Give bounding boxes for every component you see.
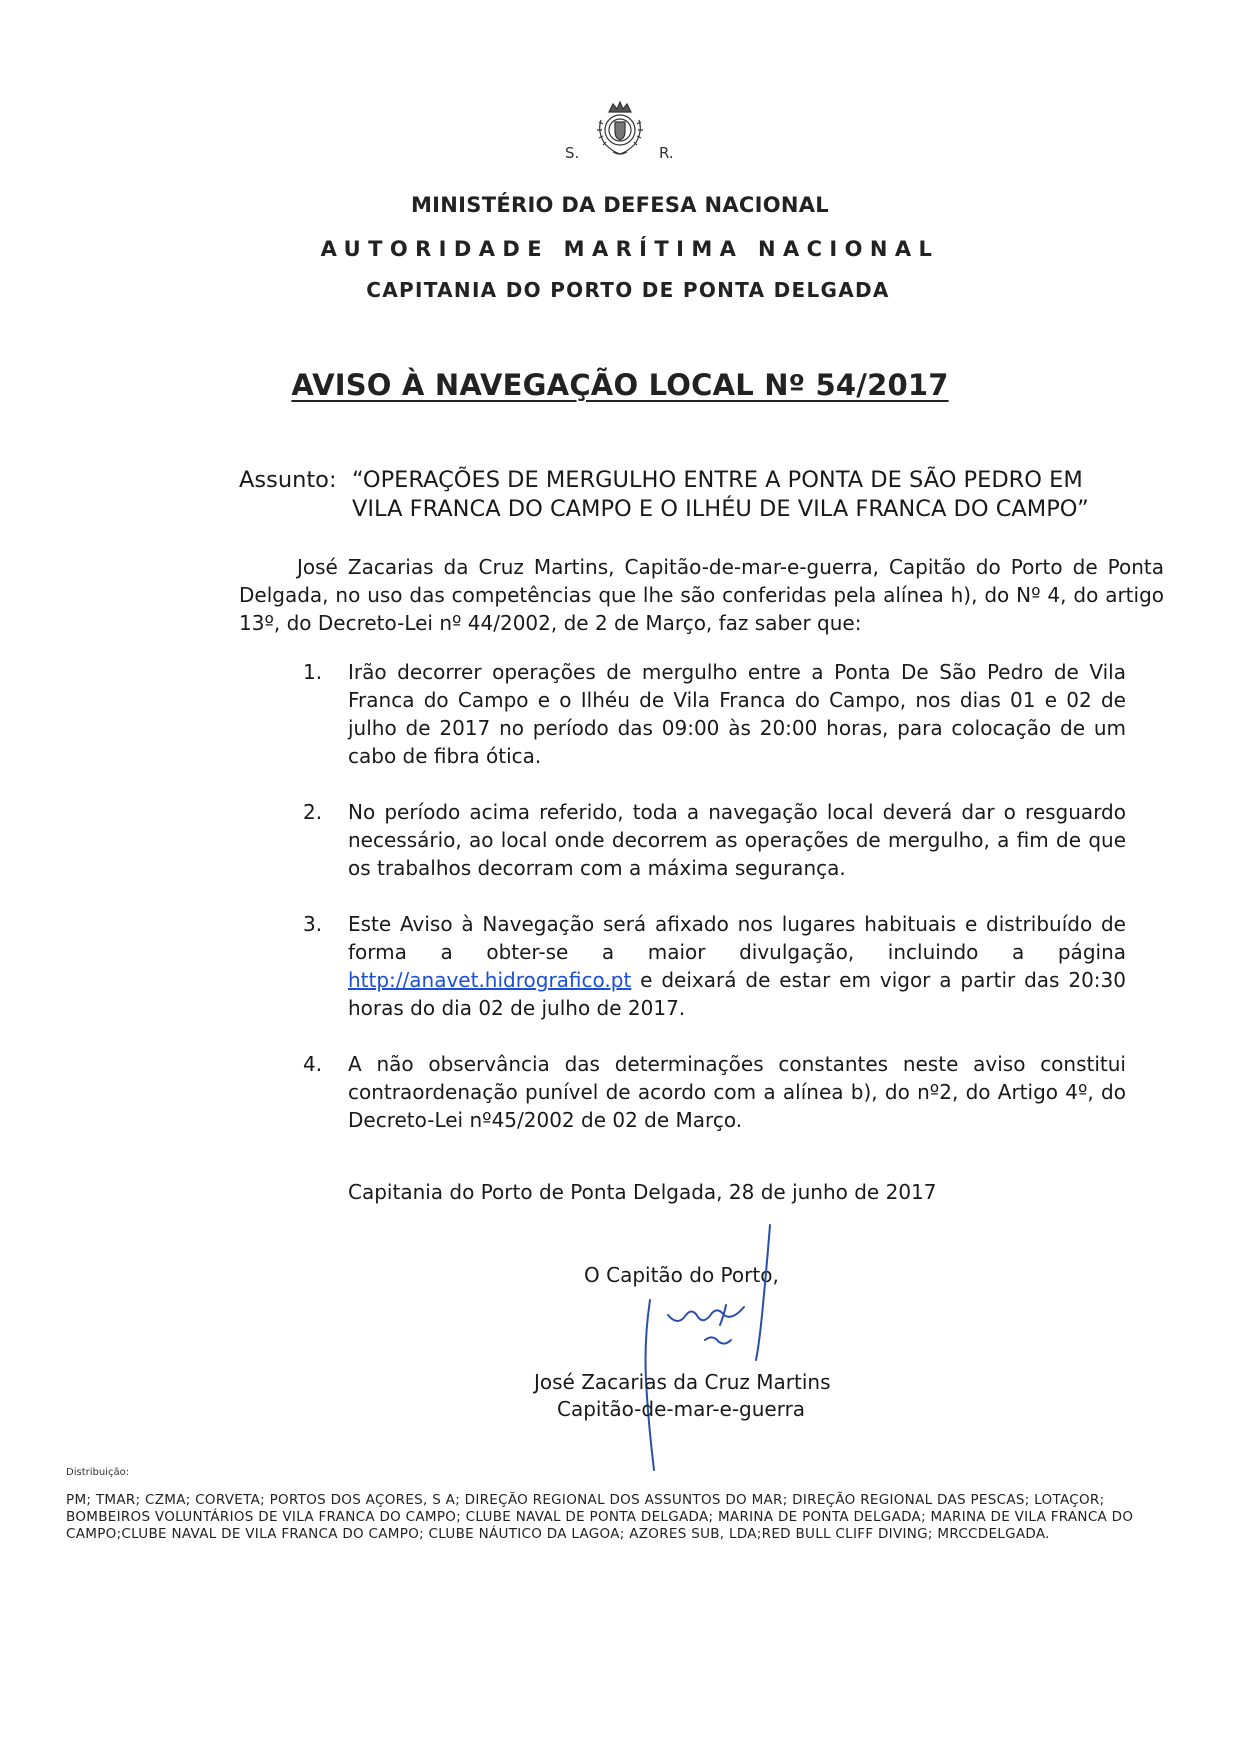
list-item xyxy=(303,910,1126,1022)
subject-label: Assunto: xyxy=(239,467,337,493)
signatory-name: José Zacarias da Cruz Martins xyxy=(534,1370,831,1394)
distribution-list: PM; TMAR; CZMA; CORVETA; PORTOS DOS AÇORES, S A; DIREÇÃO REGIONAL DOS ASSUNTOS DO MAR; DIREÇÃO REGIONAL DAS PESCAS; LOTAÇOR; BOMBEIROS VOLUNTÁRIOS DE VILA FRANCA DO CAMPO; CLUBE NAVAL DE PONTA DELGADA; MARINA DE PONTA DELGADA; MARINA DE VILA FRANCA DO CAMPO;CLUBE NAVAL DE VILA FRANCA DO CAMPO; CLUBE NÁUTICO DA LAGOA; AZORES SUB, LDA;RED BULL CLIFF DIVING; MRCCDELGADA. xyxy=(66,1492,1134,1542)
intro-paragraph xyxy=(239,553,1164,637)
list-item-text: A não observância das determinações constantes neste aviso constitui contraordenação punível de acordo com a alínea b), do nº2, do Artigo 4º, do Decreto-Lei nº45/2002 de 02 de Março. xyxy=(348,1052,1126,1132)
ministry-heading: MINISTÉRIO DA DEFESA NACIONAL xyxy=(410,193,829,217)
subject-line-2: VILA FRANCA DO CAMPO E O ILHÉU DE VILA FRANCA DO CAMPO” xyxy=(352,496,1089,522)
crest-right-letter: R. xyxy=(659,144,674,162)
handwritten-signature xyxy=(610,1220,790,1480)
closing-line: O Capitão do Porto, xyxy=(584,1263,779,1287)
list-item-number: 1. xyxy=(303,660,323,684)
intro-text: José Zacarias da Cruz Martins, Capitão-de-mar-e-guerra, Capitão do Porto de Ponta Delgada, no uso das competências que lhe são conferidas pela alínea h), do Nº 4, do artigo 13º, do Decreto-Lei nº 44/2002, de 2 de Março, faz saber que: xyxy=(239,555,1164,635)
list-item-text-before: Este Aviso à Navegação será afixado nos lugares habituais e distribuído de forma a obter-se a maior divulgação, incluindo a página xyxy=(348,912,1126,964)
list-item-number: 4. xyxy=(303,1052,323,1076)
list-item xyxy=(303,1050,1126,1134)
crest-left-letter: S. xyxy=(565,144,580,162)
distribution-label: Distribuição: xyxy=(66,1467,130,1478)
captaincy-heading: CAPITANIA DO PORTO DE PONTA DELGADA xyxy=(366,278,890,302)
coat-of-arms-icon xyxy=(595,100,645,160)
list-item xyxy=(303,658,1126,770)
list-item-text: No período acima referido, toda a navegação local deverá dar o resguardo necessário, ao local onde decorrem as operações de mergulho, a fim de que os trabalhos decorram com a máxima segurança. xyxy=(348,800,1126,880)
authority-heading: AUTORIDADE MARÍTIMA NACIONAL xyxy=(320,237,940,261)
place-date: Capitania do Porto de Ponta Delgada, 28 de junho de 2017 xyxy=(348,1180,937,1204)
signatory-rank: Capitão-de-mar-e-guerra xyxy=(557,1397,806,1421)
list-item-number: 2. xyxy=(303,800,323,824)
subject-line-1: “OPERAÇÕES DE MERGULHO ENTRE A PONTA DE SÃO PEDRO EM xyxy=(352,467,1083,493)
list-item xyxy=(303,798,1126,882)
hidrografico-link[interactable]: http://anavet.hidrografico.pt xyxy=(348,968,632,992)
notice-title: AVISO À NAVEGAÇÃO LOCAL Nº 54/2017 xyxy=(291,368,949,402)
numbered-list xyxy=(303,658,1126,1162)
list-item-text: Irão decorrer operações de mergulho entre a Ponta De São Pedro de Vila Franca do Campo e o Ilhéu de Vila Franca do Campo, nos dias 01 e 02 de julho de 2017 no período das 09:00 às 20:00 horas, para colocação de um cabo de fibra ótica. xyxy=(348,660,1126,768)
crest xyxy=(565,100,675,180)
subject-block xyxy=(239,466,1139,524)
list-item-text-after: e deixará de estar em vigor a partir das 20:30 horas do dia 02 de julho de 2017. xyxy=(348,968,1126,1020)
list-item-number: 3. xyxy=(303,912,323,936)
